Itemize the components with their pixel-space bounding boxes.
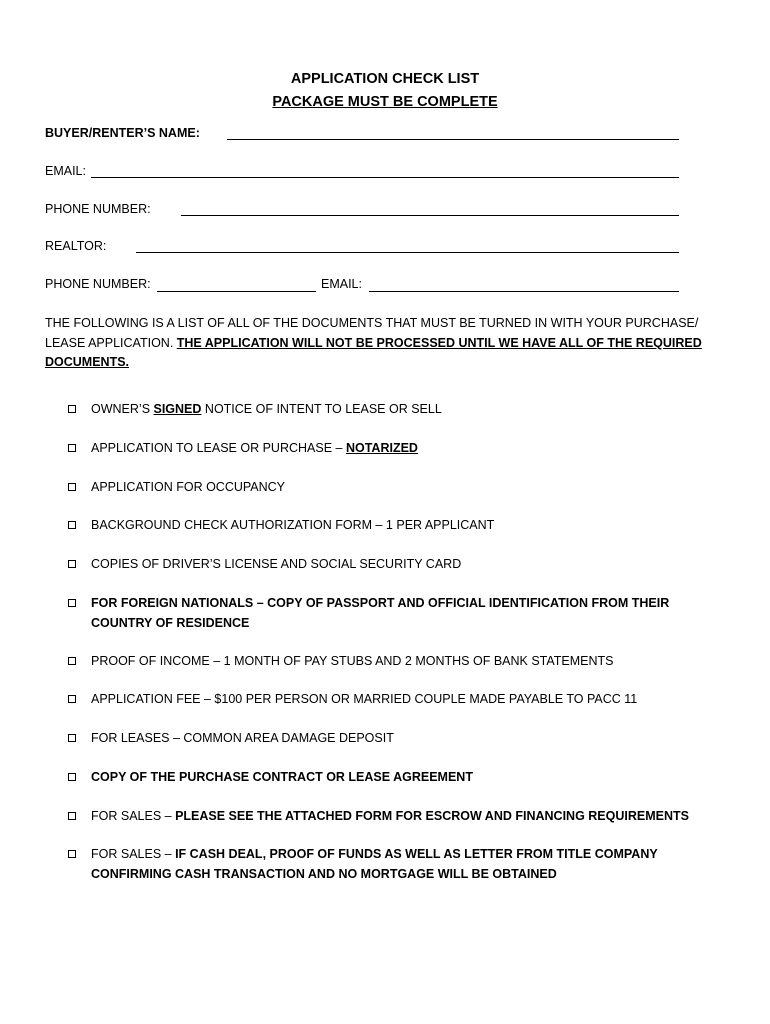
processing-requirement-note: THE APPLICATION WILL NOT BE PROCESSED UNTIL WE HAVE ALL OF THE REQUIRED DOCUMENTS. — [45, 335, 702, 369]
checklist-item — [68, 555, 708, 575]
checkbox[interactable] — [68, 734, 76, 742]
email-label: EMAIL: — [45, 164, 86, 178]
checklist-item-text: FOR LEASES – COMMON AREA DAMAGE DEPOSIT — [91, 731, 394, 745]
checklist-item-text: BACKGROUND CHECK AUTHORIZATION FORM – 1 PER APPLICANT — [91, 518, 495, 532]
checklist-item-text: FOR SALES – IF CASH DEAL, PROOF OF FUNDS AS WELL AS LETTER FROM TITLE COMPANY CONFIRMING CASH TRANSACTION AND NO MORTGAGE WILL BE OBTAINED — [91, 847, 658, 881]
checklist-item-text: COPY OF THE PURCHASE CONTRACT OR LEASE AGREEMENT — [91, 770, 473, 784]
checkbox[interactable] — [68, 444, 76, 452]
checklist-item — [68, 690, 708, 710]
phone-number-field[interactable] — [181, 215, 679, 216]
checkbox[interactable] — [68, 773, 76, 781]
email-field[interactable] — [91, 177, 679, 178]
document-subtitle: PACKAGE MUST BE COMPLETE — [272, 94, 498, 110]
checkbox[interactable] — [68, 599, 76, 607]
checkbox[interactable] — [68, 405, 76, 413]
checklist-item-text: APPLICATION FOR OCCUPANCY — [91, 480, 286, 494]
checklist-item-text: FOR FOREIGN NATIONALS – COPY OF PASSPORT AND OFFICIAL IDENTIFICATION FROM THEIR COUNTRY OF RESIDENCE — [91, 596, 670, 630]
checkbox[interactable] — [68, 521, 76, 529]
buyer-name-field[interactable] — [227, 139, 679, 140]
checkbox[interactable] — [68, 483, 76, 491]
checklist-item-text: COPIES OF DRIVER’S LICENSE AND SOCIAL SECURITY CARD — [91, 557, 462, 571]
checklist-item — [68, 729, 708, 749]
checklist-item-text: PROOF OF INCOME – 1 MONTH OF PAY STUBS AND 2 MONTHS OF BANK STATEMENTS — [91, 654, 614, 668]
realtor-email-field[interactable] — [369, 291, 679, 292]
instructions-paragraph — [45, 314, 715, 373]
checklist-item — [68, 845, 708, 884]
checklist-item — [68, 516, 708, 536]
checklist-item-text: APPLICATION TO LEASE OR PURCHASE – NOTARIZED — [91, 441, 418, 455]
buyer-name-label: BUYER/RENTER’S NAME: — [45, 126, 200, 140]
realtor-phone-label: PHONE NUMBER: — [45, 277, 151, 291]
checkbox[interactable] — [68, 657, 76, 665]
checklist-item-text: OWNER’S SIGNED NOTICE OF INTENT TO LEASE OR SELL — [91, 402, 442, 416]
phone-number-label: PHONE NUMBER: — [45, 202, 151, 216]
instructions-text: THE FOLLOWING IS A LIST OF ALL OF THE DOCUMENTS THAT MUST BE TURNED IN WITH YOUR PURCHASE/ LEASE APPLICATION. — [45, 316, 699, 350]
checklist-item — [68, 400, 708, 420]
checkbox[interactable] — [68, 695, 76, 703]
checklist-item-text: APPLICATION FEE – $100 PER PERSON OR MARRIED COUPLE MADE PAYABLE TO PACC 11 — [91, 692, 638, 706]
realtor-phone-field[interactable] — [157, 291, 316, 292]
checkbox[interactable] — [68, 850, 76, 858]
checklist-item — [68, 594, 708, 633]
checklist-item — [68, 439, 708, 459]
realtor-email-label: EMAIL: — [321, 277, 362, 291]
realtor-field[interactable] — [136, 252, 679, 253]
checklist-item-text: FOR SALES – PLEASE SEE THE ATTACHED FORM FOR ESCROW AND FINANCING REQUIREMENTS — [91, 809, 689, 823]
checklist-item — [68, 768, 708, 788]
checkbox[interactable] — [68, 812, 76, 820]
checklist-item — [68, 807, 708, 827]
document-title: APPLICATION CHECK LIST — [290, 71, 480, 87]
checkbox[interactable] — [68, 560, 76, 568]
realtor-label: REALTOR: — [45, 239, 107, 253]
checklist-item — [68, 652, 708, 672]
checklist-item — [68, 478, 708, 498]
